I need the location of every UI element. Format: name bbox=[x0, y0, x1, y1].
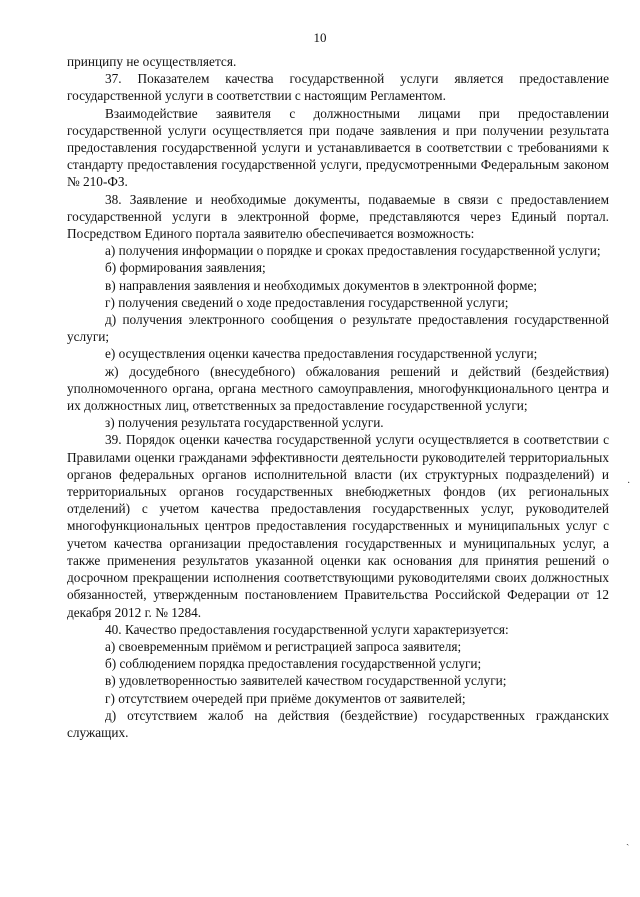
list-item-40b: б) соблюдением порядка предоставления государственной услуги; bbox=[105, 656, 482, 672]
list-item-40v: в) удовлетворенностью заявителей качеством государственной услуги; bbox=[105, 673, 507, 689]
list-item-38zh: ж) досудебного (внесудебного) обжалования решений и действий (бездействия) уполномоченного органа, органа местного самоуправления, многофункционального центра и их должностных лиц, ответственных за предоставление государственной услуги; bbox=[67, 363, 609, 414]
list-item-40d: д) отсутствием жалоб на действия (бездействие) государственных гражданских служащих. bbox=[67, 707, 609, 740]
paragraph-37: 37. Показателем качества государственной услуги является предоставление государственной услуги в соответствии с настоящим Регламентом. bbox=[67, 71, 609, 104]
list-item-38e: е) осуществления оценки качества предоставления государственной услуги; bbox=[105, 346, 538, 362]
page-number: 10 bbox=[313, 30, 327, 45]
document-body bbox=[67, 53, 609, 741]
paragraph-38: 38. Заявление и необходимые документы, подаваемые в связи с предоставлением государственной услуги в электронной форме, представляются через Единый портал. Посредством Единого портала заявителю обеспечивается возможность: bbox=[67, 191, 609, 242]
scan-speck: ˏ bbox=[626, 835, 630, 846]
paragraph-interaction: Взаимодействие заявителя с должностными лицами при предоставлении государственной услуги осуществляется при подаче заявления и при получении результата предоставления государственной услуги и устанавливается в соответствии с требованиями к стандарту предоставления государственной услуги, предусмотренными Федеральным законом № 210-ФЗ. bbox=[67, 105, 609, 190]
paragraph-continuation: принципу не осуществляется. bbox=[67, 54, 237, 69]
scan-speck: · bbox=[627, 478, 631, 489]
paragraph-39: 39. Порядок оценки качества государственной услуги осуществляется в соответствии с Правилами оценки гражданами эффективности деятельности руководителей территориальных органов федеральных органов исполнительной власти (их структурных подразделений) и территориальных органов государственных внебюджетных фондов (их региональных отделений) с учетом качества предоставления государственных услуг, руководителей многофункциональных центров предоставления государственных и муниципальных услуг с учетом качества организации предоставления государственных и муниципальных услуг, а также применения результатов указанной оценки как основания для принятия решений о досрочном прекращении исполнения соответствующими руководителями своих должностных обязанностей, утвержденным постановлением Правительства Российской Федерации от 12 декабря 2012 г. № 1284. bbox=[67, 432, 609, 620]
list-item-38d: д) получения электронного сообщения о результате предоставления государственной услуги; bbox=[67, 312, 609, 345]
list-item-38v: в) направления заявления и необходимых документов в электронной форме; bbox=[105, 277, 538, 293]
list-item-38g: г) получения сведений о ходе предоставления государственной услуги; bbox=[105, 294, 509, 310]
list-item-40g: г) отсутствием очередей при приёме документов от заявителей; bbox=[105, 690, 466, 706]
list-item-40a: а) своевременным приёмом и регистрацией запроса заявителя; bbox=[105, 638, 462, 654]
list-item-38z: з) получения результата государственной услуги. bbox=[105, 415, 384, 431]
list-item-38b: б) формирования заявления; bbox=[105, 260, 266, 276]
paragraph-40: 40. Качество предоставления государственной услуги характеризуется: bbox=[105, 621, 509, 637]
list-item-38a: а) получения информации о порядке и сроках предоставления государственной услуги; bbox=[105, 243, 601, 259]
